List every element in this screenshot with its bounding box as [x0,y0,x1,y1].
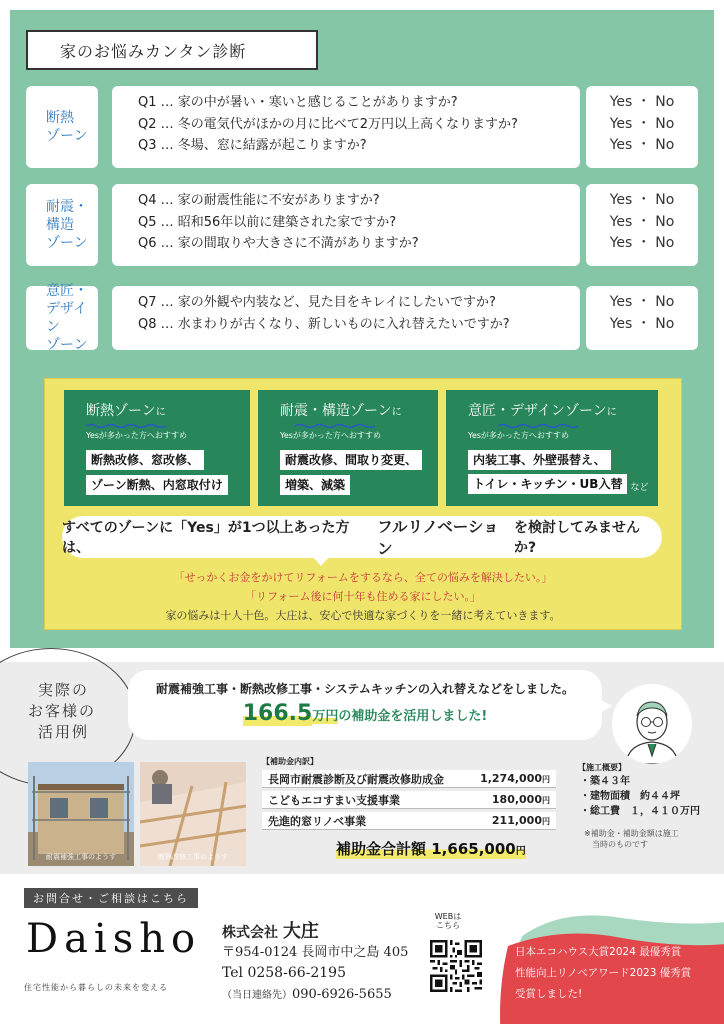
question: Q2 … 冬の電気代がほかの月に比べて2万円以上高くなりますか? [138,116,518,132]
banner-tail [312,556,330,566]
subsidy-value [492,793,550,806]
recommend-zone: 意匠・デザインゾーン [468,403,607,419]
photo-caption: 耐震補強工事のようす [46,853,116,861]
photo-caption: 断熱改修工事のようす [158,853,228,861]
recommend-tag: 増築、減築 [280,475,350,495]
recommend-tag: トイレ・キッチン・UB入替 [468,474,627,494]
yes-no-option[interactable]: Yes ・ No [609,192,675,208]
recommend-card-insulation [64,390,250,506]
zone-label-line: 耐震・ [46,199,88,215]
recommend-zone: 耐震・構造ゾーン [280,403,392,419]
case-circle-line: 活用例 [38,723,90,741]
question: Q4 … 家の耐震性能に不安がありますか? [138,193,380,208]
case-circle-line: 実際の [38,681,90,699]
recommend-sub: Yesが多かった方へおすすめ [468,431,569,440]
subsidy-row-unit: 円 [542,775,550,784]
note-line: 「せっかくお金をかけてリフォームをするなら、全ての悩みを解決したい。」 [173,571,553,584]
recommend-suffix: に [606,407,617,418]
photo-insulation-work [140,762,246,866]
zone-label-line: デザイン [46,301,88,335]
company-prefix: 株式会社 [222,925,278,941]
banner-pre: すべてのゾーンに「Yes」が1つ以上あった方は、 [62,520,350,556]
recommend-card-title [86,402,250,422]
yes-no-option[interactable]: Yes ・ No [609,137,675,153]
speech-tail [598,698,612,714]
yes-no-box-seismic [586,184,698,266]
spec-note-line: 当時のものです [592,840,648,849]
question: Q3 … 冬場、窓に結露が起こりますか? [138,138,367,153]
spec-item: ・建物面積 約４４坪 [580,791,680,802]
recommend-extra: など [630,483,649,493]
recommend-card-title [468,402,658,422]
subsidy-row-amount: 211,000 [491,814,542,827]
subsidy-name: こどもエコすまい支援事業 [268,793,400,807]
tel[interactable]: Tel 0258-66-2195 [222,965,346,981]
recommend-sub: Yesが多かった方へおすすめ [280,431,381,440]
subsidy-row [262,770,556,788]
question-box-design [112,286,580,350]
yes-no-option[interactable]: Yes ・ No [609,213,675,230]
full-renovation-banner [62,516,662,558]
logo-tagline: 住宅性能から暮らしの未来を変える [24,983,168,992]
question: Q8 … 水まわりが古くなり、新しいものに入れ替えたいですか? [138,316,510,332]
award-line: 性能向上リノベアワード2023 優秀賞 [515,967,692,979]
zone-label-line: 構造 [46,217,74,233]
banner-post: を検討してみませんか? [514,520,641,556]
yes-no-option[interactable]: Yes ・ No [609,115,675,132]
spec-note [584,828,679,850]
zone-label-line: 意匠・ [46,283,88,299]
spec-item: ・築４３年 [580,776,630,787]
company-name [222,917,319,943]
zone-label-line: ゾーン [46,235,88,251]
address: 〒954-0124 長岡市中之島 405 [222,945,409,960]
recommend-tag: 耐震改修、間取り変更、 [280,450,422,470]
yes-no-option[interactable]: Yes ・ No [609,94,675,110]
recommend-suffix: に [155,407,166,418]
subsidy-total-amount: 1,665,000 [431,840,516,858]
subsidy-row [262,812,556,830]
question: Q6 … 家の間取りや大きさに不満がありますか? [138,236,419,251]
web-label-line: こちら [436,921,460,930]
speech-bubble [128,670,602,740]
question: Q5 … 昭和56年以前に建築された家ですか? [138,214,397,230]
photo-seismic-work [28,762,134,866]
recommend-card-design [446,390,658,506]
subsidy-total-label: 補助金合計額 [336,840,427,858]
company-logo: Daisho [26,916,202,962]
web-label [428,912,468,930]
company-name-main: 大庄 [282,921,319,942]
subsidy-amount-post: の補助金を活用しました! [338,709,488,724]
subsidy-amount-unit: 万円 [312,709,339,724]
subsidy-breakdown-title: 【補助金内訳】 [262,757,318,766]
qr-code-icon[interactable] [430,940,482,992]
award-line: 日本エコハウス大賞2024 最優秀賞 [515,946,682,958]
subsidy-total [336,838,526,859]
zone-label-line: ゾーン [46,337,88,353]
question-box-insulation [112,86,580,168]
page-title: 家のお悩みカンタン診断 [26,30,318,70]
spec-item: ・総工費 １，４１０万円 [580,806,700,817]
subsidy-name: 長岡市耐震診断及び耐震改修助成金 [268,772,444,786]
recommend-tag: 断熱改修、窓改修、 [86,450,204,470]
subsidy-row-amount: 180,000 [491,793,542,806]
spec-list [580,774,700,819]
question: Q7 … 家の外観や内装など、見た目をキレイにしたいですか? [138,295,496,310]
avatar [612,684,692,764]
recommend-tag: ゾーン断熱、内窓取付け [86,475,228,495]
recommend-card-title [280,402,438,422]
man-portrait-icon [612,684,692,764]
recommend-sub: Yesが多かった方へおすすめ [86,431,187,440]
subsidy-value [480,772,550,785]
award-text [515,942,691,1005]
zone-label-design [26,283,98,353]
subsidy-amount: 166.5 [242,701,313,726]
zone-label-line: ゾーン [46,128,88,144]
yes-no-option[interactable]: Yes ・ No [609,235,675,251]
house-construction-photo [28,762,134,866]
subsidy-row-unit: 円 [542,796,550,805]
zone-label-seismic [26,184,98,266]
speech-line: 耐震補強工事・断熱改修工事・システムキッチンの入れ替えなどをしました。 [156,682,574,696]
subsidy-row-amount: 1,274,000 [480,772,542,785]
contact-tag: お問合せ・ご相談はこちら [24,888,198,908]
subsidy-value [492,814,550,827]
web-label-line: WEBは [434,912,462,921]
mobile-label: （当日連絡先） [222,990,292,1001]
yes-no-box-design [586,286,698,350]
spec-note-line: ※補助金・補助金額は施工 [584,829,679,838]
spec-title: 【施工概要】 [578,763,626,772]
subsidy-name: 先進的窓リノベ事業 [268,814,367,828]
yes-no-option[interactable]: Yes ・ No [609,315,675,332]
zone-label-line: 断熱 [46,110,74,126]
banner-strong: フルリノベーション [377,518,499,558]
question-box-seismic [112,184,580,266]
floor-insulation-photo [140,762,246,866]
recommend-tag: 内装工事、外壁張替え、 [468,450,611,470]
award-line: 受賞しました! [515,988,583,1000]
mobile[interactable]: 090-6926-5655 [292,987,392,1002]
note-line: 家の悩みは十人十色。大庄は、安心で快適な家づくりを一緒に考えていきます。 [165,609,561,622]
recommend-zone: 断熱ゾーン [86,403,156,419]
speech-amount-line [128,701,602,726]
subsidy-row [262,791,556,809]
zone-label-insulation [26,86,98,168]
yes-no-box-insulation [586,86,698,168]
note-line: 「リフォーム後に何十年も住める家にしたい。」 [245,590,481,603]
wave-underline [280,423,390,428]
case-circle-line: お客様の [28,702,97,720]
subsidy-row-unit: 円 [542,817,550,826]
subsidy-table [262,770,556,833]
recommend-card-seismic [258,390,438,506]
wave-underline [86,423,166,428]
recommend-suffix: に [391,407,402,418]
subsidy-total-unit: 円 [515,846,526,857]
note-lines [44,568,682,625]
wave-underline [468,423,608,428]
question: Q1 … 家の中が暑い・寒いと感じることがありますか? [138,95,458,110]
yes-no-option[interactable]: Yes ・ No [609,294,675,310]
company-contact [222,942,408,1006]
